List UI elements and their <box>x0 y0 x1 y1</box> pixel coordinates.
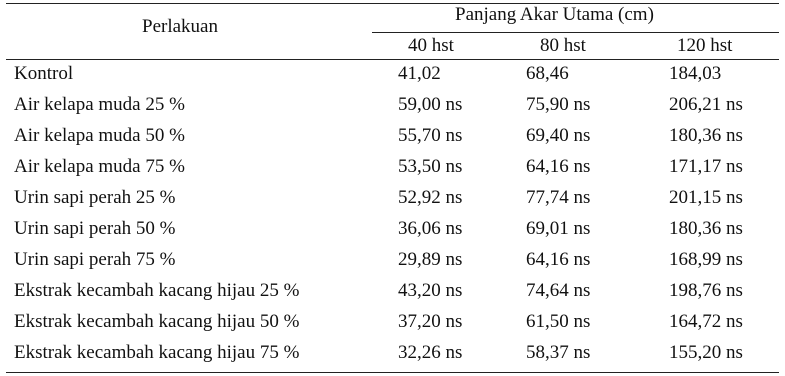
row-value: 201,15 ns <box>669 187 743 208</box>
header-bottom-rule <box>6 59 779 60</box>
row-value: 69,01 ns <box>526 218 591 239</box>
row-value: 61,50 ns <box>526 311 591 332</box>
row-value: 41,02 <box>398 63 441 84</box>
row-value: 155,20 ns <box>669 342 743 363</box>
header-40-hst: 40 hst <box>408 35 454 56</box>
row-value: 58,37 ns <box>526 342 591 363</box>
header-120-hst: 120 hst <box>677 35 733 56</box>
row-label: Urin sapi perah 75 % <box>14 249 176 270</box>
row-label: Urin sapi perah 25 % <box>14 187 176 208</box>
row-label: Air kelapa muda 50 % <box>14 125 185 146</box>
row-value: 37,20 ns <box>398 311 463 332</box>
header-treatment: Perlakuan <box>142 16 218 37</box>
row-value: 69,40 ns <box>526 125 591 146</box>
row-value: 53,50 ns <box>398 156 463 177</box>
row-value: 164,72 ns <box>669 311 743 332</box>
row-label: Air kelapa muda 25 % <box>14 94 185 115</box>
row-value: 171,17 ns <box>669 156 743 177</box>
table-top-rule <box>6 3 779 4</box>
row-value: 32,26 ns <box>398 342 463 363</box>
row-value: 59,00 ns <box>398 94 463 115</box>
row-value: 206,21 ns <box>669 94 743 115</box>
row-value: 64,16 ns <box>526 249 591 270</box>
header-80-hst: 80 hst <box>540 35 586 56</box>
row-label: Ekstrak kecambah kacang hijau 50 % <box>14 311 300 332</box>
row-value: 198,76 ns <box>669 280 743 301</box>
row-label: Urin sapi perah 50 % <box>14 218 176 239</box>
row-value: 75,90 ns <box>526 94 591 115</box>
column-group-rule <box>372 32 779 33</box>
row-label: Ekstrak kecambah kacang hijau 25 % <box>14 280 300 301</box>
row-value: 64,16 ns <box>526 156 591 177</box>
row-value: 29,89 ns <box>398 249 463 270</box>
table-bottom-rule <box>6 372 779 373</box>
row-value: 74,64 ns <box>526 280 591 301</box>
row-label: Ekstrak kecambah kacang hijau 75 % <box>14 342 300 363</box>
row-value: 43,20 ns <box>398 280 463 301</box>
row-value: 68,46 <box>526 63 569 84</box>
row-value: 36,06 ns <box>398 218 463 239</box>
row-value: 184,03 <box>669 63 722 84</box>
header-column-group: Panjang Akar Utama (cm) <box>455 4 654 25</box>
row-value: 180,36 ns <box>669 218 743 239</box>
row-value: 77,74 ns <box>526 187 591 208</box>
row-value: 180,36 ns <box>669 125 743 146</box>
row-value: 168,99 ns <box>669 249 743 270</box>
row-value: 55,70 ns <box>398 125 463 146</box>
row-label: Air kelapa muda 75 % <box>14 156 185 177</box>
row-value: 52,92 ns <box>398 187 463 208</box>
row-label: Kontrol <box>14 63 74 84</box>
